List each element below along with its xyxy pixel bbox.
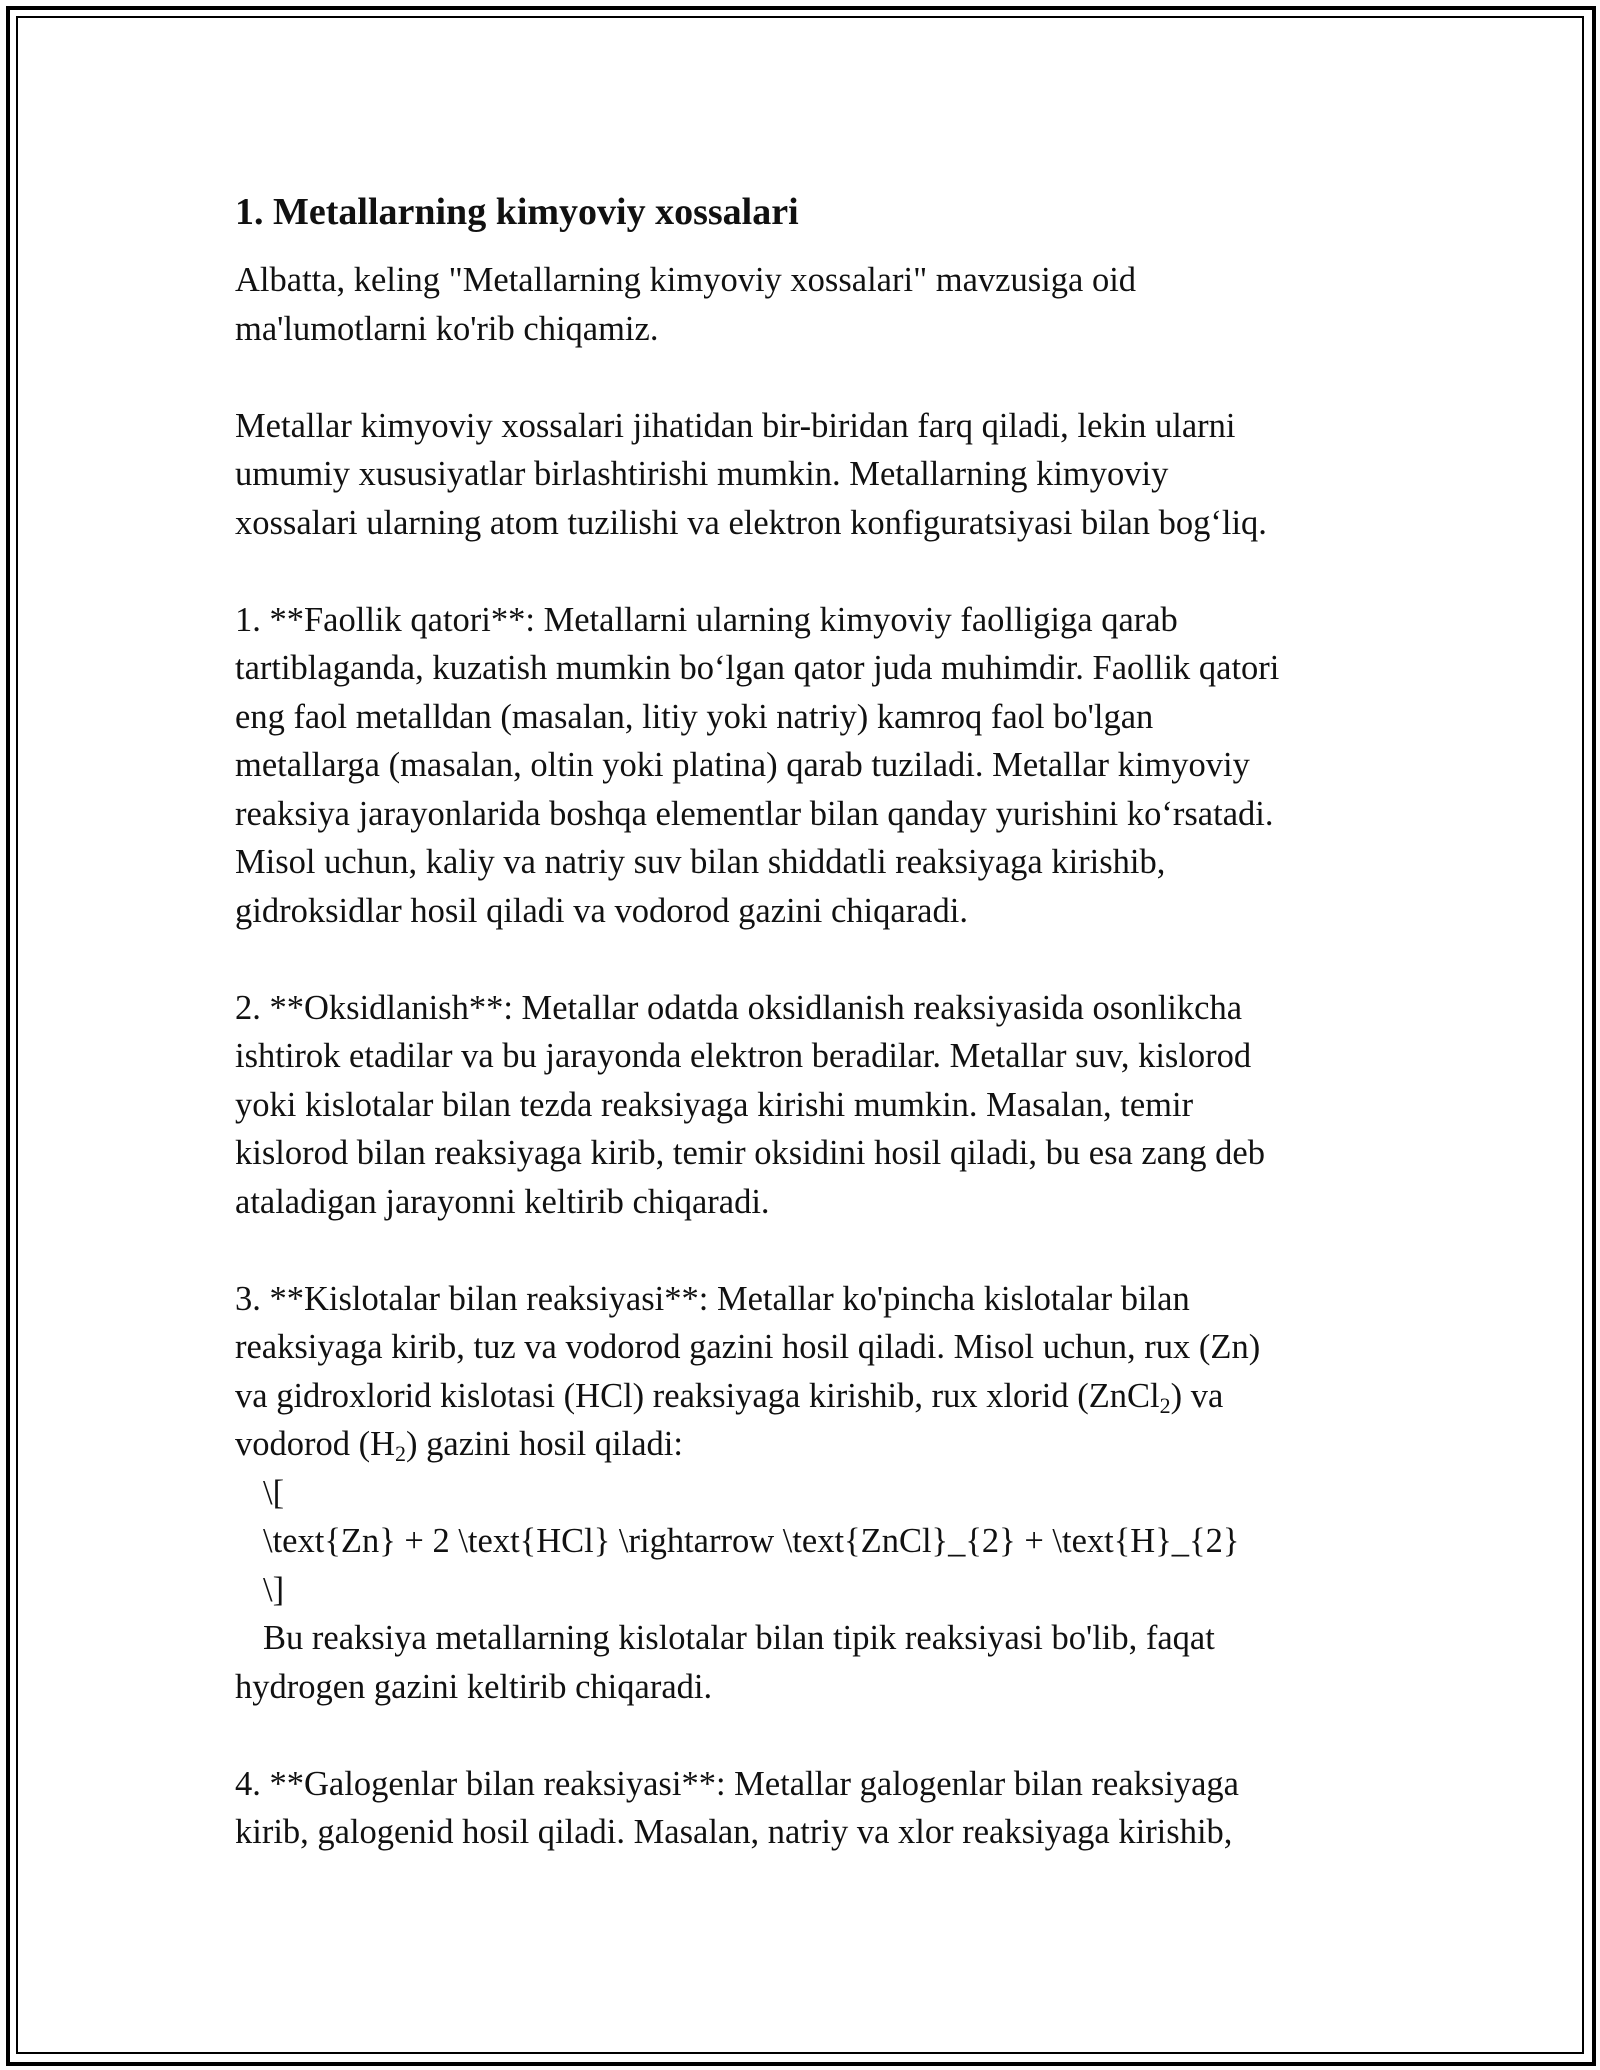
text-line: 1. **Faollik qatori**: Metallarni ularning kimyoviy faolligiga qarab (235, 600, 1178, 639)
text-line: tartiblaganda, kuzatish mumkin bo‘lgan qator juda muhimdir. Faollik qatori (235, 649, 1280, 687)
text-segment: ) gazini hosil qiladi: (406, 1425, 683, 1463)
text-segment: va gidroxlorid kislotasi (HCl) reaksiyaga kirishib, rux xlorid (ZnCl (235, 1376, 1160, 1415)
text-line: ishtirok etadilar va bu jarayonda elektron beradilar. Metallar suv, kislorod (235, 1037, 1252, 1075)
text-line: eng faol metalldan (masalan, litiy yoki natriy) kamroq faol bo'lgan (235, 697, 1154, 736)
list-item-3 (235, 1275, 1365, 1712)
text-line (235, 1372, 1365, 1421)
text-line: metallarga (masalan, oltin yoki platina) qarab tuziladi. Metallar kimyoviy (235, 746, 1250, 784)
text-line: reaksiya jarayonlarida boshqa elementlar bilan qanday yurishini ko‘rsatadi. (235, 794, 1274, 833)
text-line: umumiy xususiyatlar birlashtirishi mumkin. Metallarning kimyoviy (235, 455, 1169, 493)
text-line: hydrogen gazini keltirib chiqaradi. (235, 1667, 713, 1706)
text-segment: vodorod (H (235, 1425, 396, 1463)
text-line: Albatta, keling "Metallarning kimyoviy xossalari" mavzusiga oid (235, 261, 1137, 299)
page-title: 1. Metallarning kimyoviy xossalari (235, 191, 799, 233)
list-item-2 (235, 984, 1365, 1227)
text-segment: ) va (1170, 1376, 1224, 1415)
text-line: gidroksidlar hosil qiladi va vodorod gazini chiqaradi. (235, 891, 968, 930)
text-line: kirib, galogenid hosil qiladi. Masalan, natriy va xlor reaksiyaga kirishib, (235, 1813, 1233, 1851)
text-line: 3. **Kislotalar bilan reaksiyasi**: Metallar ko'pincha kislotalar bilan (235, 1279, 1190, 1318)
text-line: reaksiyaga kirib, tuz va vodorod gazini hosil qiladi. Misol uchun, rux (Zn) (235, 1328, 1261, 1366)
text-line: Misol uchun, kaliy va natriy suv bilan shiddatli reaksiyaga kirishib, (235, 843, 1166, 881)
formula-open: \[ (263, 1473, 285, 1512)
text-line: Metallar kimyoviy xossalari jihatidan bir-biridan farq qiladi, lekin ularni (235, 406, 1236, 445)
text-line: ataladigan jarayonni keltirib chiqaradi. (235, 1182, 770, 1221)
text-line: ma'lumotlarni ko'rib chiqamiz. (235, 309, 659, 348)
paragraph-1 (235, 402, 1365, 548)
text-line: xossalari ularning atom tuzilishi va elektron konfiguratsiyasi bilan bog‘liq. (235, 503, 1267, 542)
text-line: kislorod bilan reaksiyaga kirib, temir oksidini hosil qiladi, bu esa zang deb (235, 1134, 1265, 1172)
intro-paragraph (235, 256, 1365, 353)
formula-text: \text{Zn} + 2 \text{HCl} \rightarrow \text{ZnCl}_{2} + \text{H}_{2} (263, 1522, 1240, 1560)
list-item-4 (235, 1760, 1365, 1857)
list-item-1 (235, 596, 1365, 936)
formula-close: \] (263, 1570, 285, 1609)
text-line (235, 1420, 1365, 1469)
subscript: 2 (395, 1441, 407, 1466)
text-line: Bu reaksiya metallarning kislotalar bilan tipik reaksiyasi bo'lib, faqat (263, 1619, 1215, 1657)
text-line: yoki kislotalar bilan tezda reaksiyaga kirishi mumkin. Masalan, temir (235, 1085, 1194, 1124)
document-body (235, 186, 1365, 1905)
text-line: 2. **Oksidlanish**: Metallar odatda oksidlanish reaksiyasida osonlikcha (235, 988, 1243, 1027)
text-line: 4. **Galogenlar bilan reaksiyasi**: Metallar galogenlar bilan reaksiyaga (235, 1764, 1239, 1803)
subscript: 2 (1159, 1392, 1171, 1418)
